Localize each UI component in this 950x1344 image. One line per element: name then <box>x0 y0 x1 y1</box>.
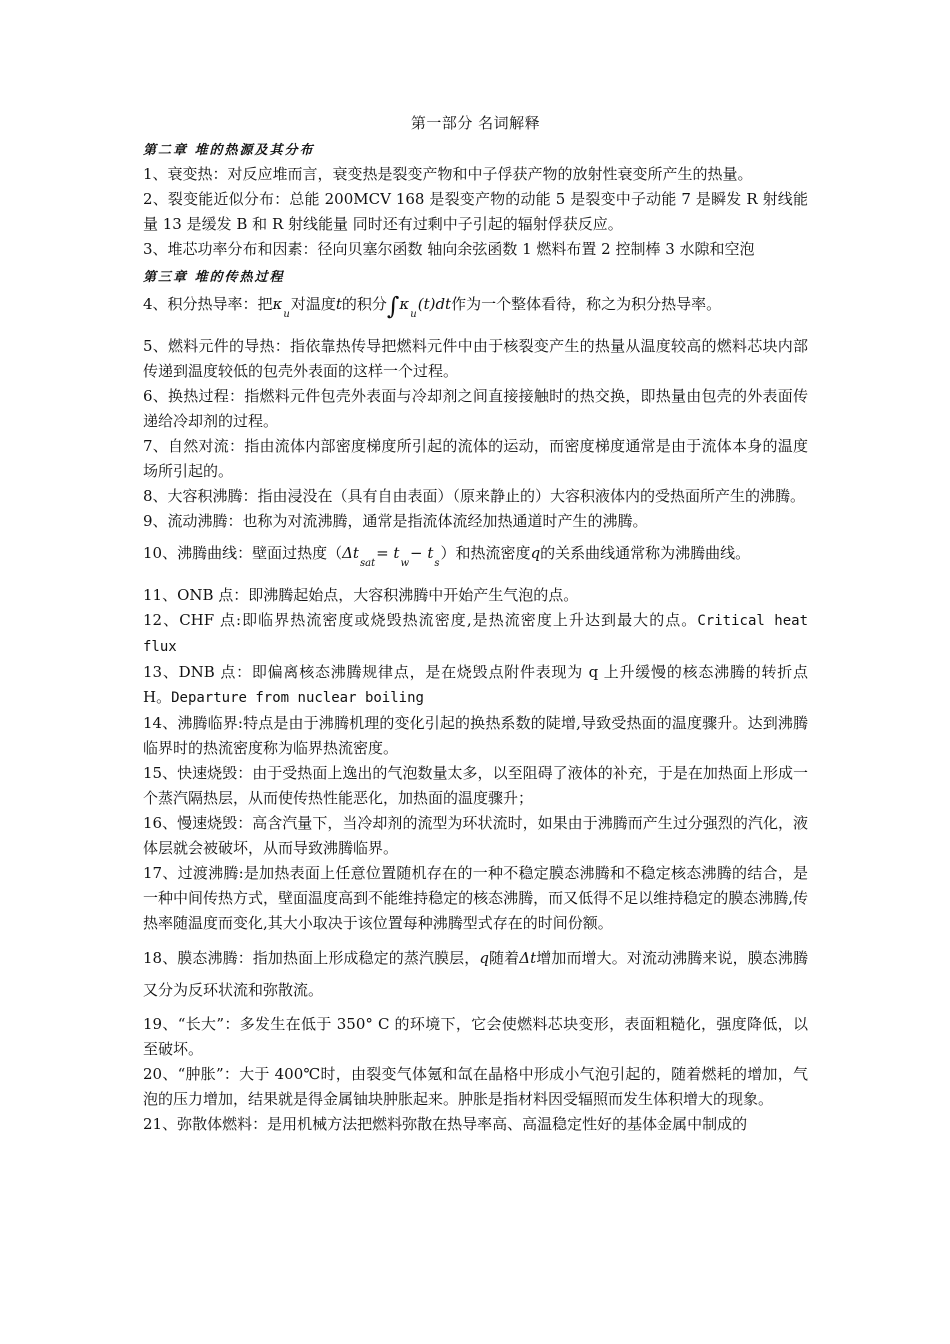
item-9: 9、流动沸腾：也称为对流沸腾，通常是指流体流经加热通道时产生的沸腾。 <box>143 512 648 530</box>
item-11: 11、ONB 点：即沸腾起始点，大容积沸腾中开始产生气泡的点。 <box>143 586 579 604</box>
item-18-text-a: 18、膜态沸腾：指加热面上形成稳定的蒸汽膜层， <box>143 949 480 967</box>
page-title: 第一部分 名词解释 <box>410 114 541 132</box>
item-13 <box>143 660 808 711</box>
kappa-subscript: u <box>283 309 290 320</box>
item-1: 1、衰变热：对反应堆而言，衰变热是裂变产物和中子俘获产物的放射性衰变所产生的热量。 <box>143 165 753 183</box>
s-subscript: s <box>434 558 440 569</box>
item-4-text-d: 作为一个整体看待，称之为积分热导率。 <box>451 295 722 313</box>
item-5: 5、燃料元件的导热：指依靠热传导把燃料元件中由于核裂变产生的热量从温度较高的燃料芯块内部传递到温度较低的包壳外表面的这样一个过程。 <box>143 337 808 380</box>
sat-subscript: sat <box>359 558 376 569</box>
item-15: 15、快速烧毁：由于受热面上逸出的气泡数量太多，以至阻碍了液体的补充，于是在加热面上形成一个蒸汽隔热层，从而使传热性能恶化，加热面的温度骤升； <box>143 764 808 807</box>
chapter-heading-3: 第三章 堆的传热过程 <box>143 270 285 285</box>
item-10-text-c: 的关系曲线通常称为沸腾曲线。 <box>540 544 751 562</box>
wall-subscript: w <box>400 558 410 569</box>
superheat-symbol: Δt <box>342 544 359 562</box>
item-18-text-b: 随着 <box>488 949 520 967</box>
item-2: 2、裂变能近似分布：总能 200MCV 168 是裂变产物的动能 5 是裂变中子动能 7 是瞬发 R 射线能量 13 是缓发 B 和 R 射线能量 同时还有过剩中子引起的辐射俘获反应。 <box>143 190 808 233</box>
item-17: 17、过渡沸腾:是加热表面上任意位置随机存在的一种不稳定膜态沸腾和不稳定核态沸腾的结合，是一种中间传热方式，壁面温度高到不能维持稳定的核态沸腾，而又低得不足以维持稳定的膜态沸腾,传热率随温度而变化,其大小取决于该位置每种沸腾型式存在的时间份额。 <box>143 864 808 932</box>
item-16: 16、慢速烧毁：高含汽量下，当冷却剂的流型为环状流时，如果由于沸腾而产生过分强烈的汽化，液体层就会被破坏，从而导致沸腾临界。 <box>143 814 808 857</box>
sat-temp-symbol: − t <box>410 544 434 562</box>
item-6: 6、换热过程：指燃料元件包壳外表面与冷却剂之间直接接触时的热交换，即热量由包壳的外表面传递给冷却剂的过程。 <box>143 387 808 430</box>
item-14: 14、沸腾临界:特点是由于沸腾机理的变化引起的换热系数的陡增,导致受热面的温度骤升。达到沸腾临界时的热流密度称为临界热流密度。 <box>143 714 808 757</box>
item-4-text-c: 的积分 <box>341 295 387 313</box>
item-4 <box>143 291 808 328</box>
item-13-english: Departure from nuclear boiling <box>171 690 424 706</box>
document-page <box>143 112 808 1137</box>
item-8: 8、大容积沸腾：指由浸没在（具有自由表面）（原来静止的）大容积液体内的受热面所产生的沸腾。 <box>143 487 806 505</box>
temperature-symbol: t <box>335 295 342 313</box>
item-18-text-c: 增加而增大。对流动沸腾来说，膜态沸腾又分为反环状流和弥散流。 <box>143 949 808 999</box>
item-13-text: 13、DNB 点：即偏离核态沸腾规律点，是在烧毁点附件表现为 q 上升缓慢的核态沸腾的转折点 H。 <box>143 663 808 706</box>
integral-kappa-subscript: u <box>410 309 417 320</box>
item-7: 7、自然对流：指由流体内部密度梯度所引起的流体的运动，而密度梯度通常是由于流体本身的温度场所引起的。 <box>143 437 808 480</box>
kappa-symbol: κ <box>272 295 283 313</box>
item-3: 3、堆芯功率分布和因素：径向贝塞尔函数 轴向余弦函数 1 燃料布置 2 控制棒 3 水隙和空泡 <box>143 240 755 258</box>
item-21: 21、弥散体燃料：是用机械方法把燃料弥散在热导率高、高温稳定性好的基体金属中制成的 <box>143 1115 748 1133</box>
item-20: 20、“肿胀”：大于 400℃时，由裂变气体氪和氙在晶格中形成小气泡引起的，随着燃耗的增加，气泡的压力增加，结果就是得金属铀块肿胀起来。肿胀是指材料因受辐照而发生体积增大的现象。 <box>143 1065 808 1108</box>
item-12-english: Critical heat flux <box>143 613 808 655</box>
item-4-text-a: 4、积分热导率：把 <box>143 295 273 313</box>
delta-t-symbol: Δt <box>519 949 537 967</box>
heat-flux-symbol-2: q <box>479 949 489 967</box>
item-19: 19、“长大”：多发生在低于 350° C 的环境下，它会使燃料芯块变形，表面粗糙化，强度降低，以至破坏。 <box>143 1015 808 1058</box>
item-10-text-b: ）和热流密度 <box>440 544 531 562</box>
chapter-heading-2: 第二章 堆的热源及其分布 <box>143 143 315 158</box>
integral-sign: ∫ <box>386 292 400 320</box>
item-10-text-a: 10、沸腾曲线：壁面过热度（ <box>143 544 343 562</box>
item-18 <box>143 942 808 1006</box>
item-10 <box>143 540 808 577</box>
heat-flux-symbol: q <box>530 544 541 562</box>
item-4-text-b: 对温度 <box>290 295 336 313</box>
wall-temp-symbol: = t <box>376 544 400 562</box>
item-12 <box>143 608 808 660</box>
item-12-text: 12、CHF 点:即临界热流密度或烧毁热流密度,是热流密度上升达到最大的点。 <box>143 611 698 629</box>
integral-kappa: κ <box>399 295 410 313</box>
integral-tail: (t)dt <box>417 295 452 313</box>
